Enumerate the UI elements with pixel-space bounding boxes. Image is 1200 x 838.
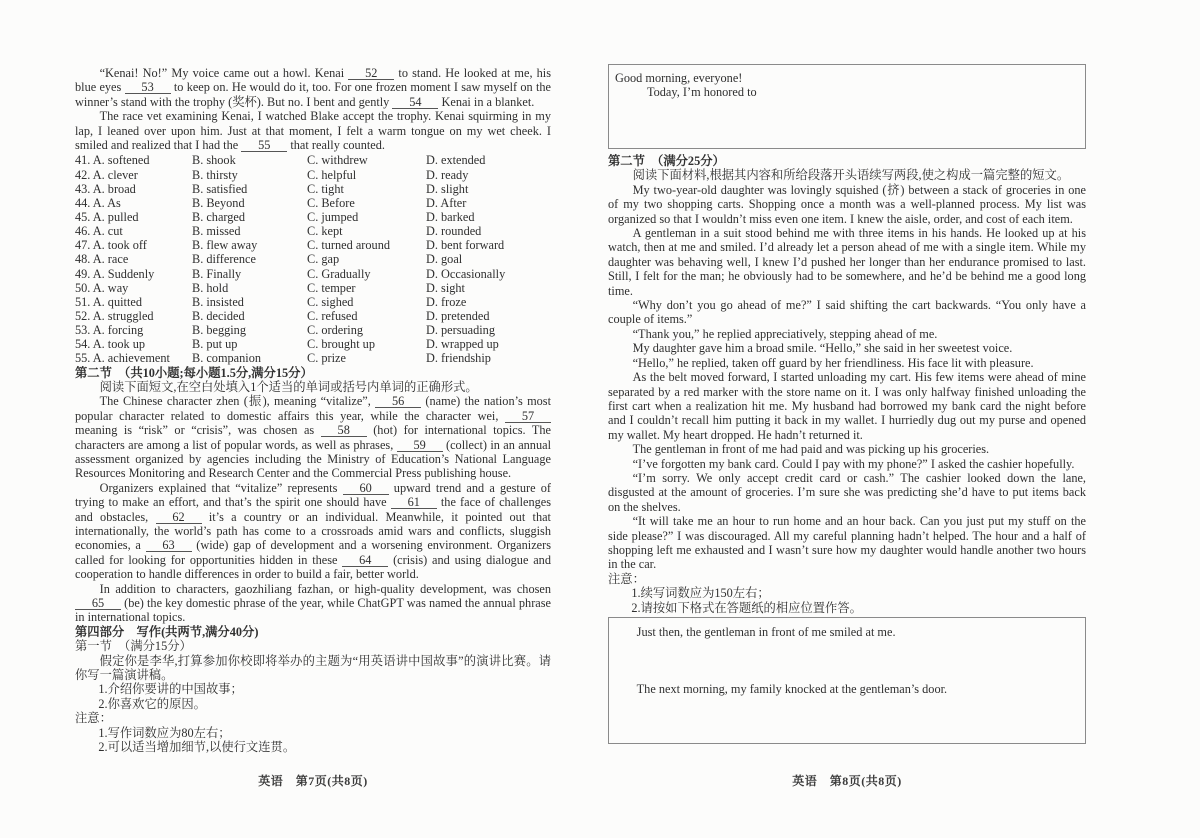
option-row	[75, 337, 551, 351]
story-paragraph: “I’ve forgotten my bank card. Could I pay with my phone?” I asked the cashier hopefully.	[632, 456, 1075, 471]
question-number: 50.	[75, 280, 91, 295]
question-number: 44.	[75, 195, 91, 210]
option-a-label: A. cut	[92, 224, 123, 239]
continuation-format-box	[608, 617, 1086, 744]
section1-heading: 第一节 （满分15分）	[75, 639, 192, 654]
option-d: D. goal	[426, 252, 463, 267]
option-a-label: A. clever	[92, 167, 138, 182]
option-a-label: A. broad	[92, 181, 136, 196]
blank-58: 58	[321, 424, 367, 437]
option-a	[75, 210, 192, 224]
section2-heading: 第二节 （满分25分）	[608, 154, 725, 168]
speech-opening-box	[608, 64, 1086, 149]
option-row	[75, 281, 551, 295]
story-paragraph: “Thank you,” he replied appreciatively, stepping ahead of me.	[632, 326, 938, 341]
question-number: 54.	[75, 337, 91, 352]
speech-opening-line: Today, I’m honored to	[646, 85, 757, 100]
option-b: B. shook	[192, 153, 236, 168]
writing-task-intro: 假定你是李华,打算参加你校即将举办的主题为“用英语讲中国故事”的演讲比赛。请你写一篇演讲稿。	[75, 653, 551, 683]
option-row	[75, 323, 551, 337]
option-d: D. Occasionally	[426, 266, 506, 281]
option-b: B. satisfied	[192, 181, 248, 196]
blank-61: 61	[391, 496, 437, 509]
option-row	[75, 238, 551, 252]
writing-point: 2.你喜欢它的原因。	[98, 696, 206, 711]
option-c: C. kept	[307, 224, 343, 239]
option-c: C. tight	[307, 181, 344, 196]
option-d: D. pretended	[426, 308, 490, 323]
option-a-label: A. forcing	[92, 323, 144, 338]
option-a-label: A. took up	[92, 337, 146, 352]
option-a-label: A. took off	[92, 238, 147, 253]
option-a-label: A. race	[92, 252, 129, 267]
option-d: D. wrapped up	[426, 337, 499, 352]
blank-54: 54	[392, 96, 438, 109]
option-d: D. friendship	[426, 351, 491, 366]
option-a-label: A. achievement	[92, 351, 170, 366]
notice-item: 2.请按如下格式在答题纸的相应位置作答。	[631, 600, 862, 615]
option-row	[75, 168, 551, 182]
option-c: C. Before	[307, 195, 355, 210]
page-7-footer: 英语 第7页(共8页)	[258, 774, 368, 788]
blank-62: 62	[156, 511, 202, 524]
passage-paragraph: Organizers explained that “vitalize” represents 60 upward trend and a gesture of trying to make an effort, and that’s the spirit one should have 61 the face of challenges and obstacles, 62 it’s a country or an individual. Meanwhile, it pointed out that internationally, the world’s path has come to a crossroads amid wars and conflicts, sluggish economies, a 63 (wide) gap of development and a worsening environment. Organizers called for looking for opportunities hidden in these 64 (crisis) and using dialogue and cooperation to handle differences in order to build a fair, better world.	[75, 480, 551, 582]
option-a	[75, 153, 192, 167]
writing-point: 1.介绍你要讲的中国故事；	[98, 682, 243, 697]
option-a	[75, 309, 192, 323]
question-number: 52.	[75, 308, 91, 323]
option-d: D. ready	[426, 167, 469, 182]
option-a	[75, 168, 192, 182]
option-d: D. froze	[426, 294, 467, 309]
question-number: 41.	[75, 153, 91, 168]
option-a-label: A. softened	[92, 153, 150, 168]
option-c: C. helpful	[307, 167, 357, 182]
option-d: D. sight	[426, 280, 465, 295]
option-d: D. rounded	[426, 224, 482, 239]
story-paragraph: “Hello,” he replied, taken off guard by her friendliness. His face lit with pleasure.	[632, 355, 1034, 370]
option-b: B. difference	[192, 252, 256, 267]
option-a	[75, 182, 192, 196]
page-8-column	[608, 64, 1086, 744]
option-b: B. insisted	[192, 294, 244, 309]
blank-64: 64	[342, 554, 388, 567]
blank-56: 56	[375, 395, 421, 408]
option-b: B. charged	[192, 210, 246, 224]
question-number: 51.	[75, 294, 91, 309]
continuation-story-passage	[608, 183, 1086, 572]
blank-55: 55	[241, 139, 287, 152]
option-b: B. Beyond	[192, 195, 245, 210]
option-row	[75, 196, 551, 210]
continuation-opening-1: Just then, the gentleman in front of me smiled at me.	[636, 625, 896, 639]
question-number: 46.	[75, 224, 91, 239]
option-a	[75, 238, 192, 252]
option-a-label: A. Suddenly	[92, 266, 155, 281]
option-row	[75, 267, 551, 281]
notice-list	[75, 726, 551, 755]
option-row	[75, 210, 551, 224]
option-c: C. brought up	[307, 337, 375, 352]
blank-52: 52	[348, 67, 394, 80]
option-d: D. bent forward	[426, 238, 505, 253]
option-b: B. missed	[192, 224, 241, 239]
blank-60: 60	[343, 482, 389, 495]
question-number: 45.	[75, 210, 91, 224]
writing-task-points	[75, 682, 551, 711]
option-b: B. Finally	[192, 266, 242, 281]
question-number: 42.	[75, 167, 91, 182]
grammar-fill-passage	[75, 394, 551, 625]
option-a	[75, 252, 192, 266]
option-b: B. decided	[192, 308, 245, 323]
option-d: D. extended	[426, 153, 486, 168]
story-paragraph: My daughter gave him a broad smile. “Hello,” she said in her sweetest voice.	[632, 341, 1013, 356]
option-c: C. Gradually	[307, 266, 371, 281]
section2-instruction: 阅读下面短文,在空白处填入1个适当的单词或括号内单词的正确形式。	[99, 379, 478, 394]
option-c: C. temper	[307, 280, 356, 295]
question-number: 49.	[75, 266, 91, 281]
story-paragraph: My two-year-old daughter was lovingly squished (挤) between a stack of groceries in one of my two shopping carts. Shopping once a month was a well-planned process. My list was organized so that I wouldn’t miss even one item. I knew the aisle, order, and cost of each item.	[608, 182, 1086, 226]
notice-list	[608, 586, 1086, 615]
option-a	[75, 351, 192, 365]
option-c: C. ordering	[307, 323, 364, 338]
notice-item: 1.续写词数应为150左右；	[631, 586, 770, 601]
option-b: B. thirsty	[192, 167, 238, 182]
option-c: C. sighed	[307, 294, 354, 309]
option-c: C. withdrew	[307, 153, 368, 168]
continuation-opening-2: The next morning, my family knocked at the gentleman’s door.	[636, 682, 948, 697]
option-a	[75, 281, 192, 295]
option-row	[75, 182, 551, 196]
story-paragraph: As the belt moved forward, I started unloading my cart. His few items were ahead of mine separated by a red marker with the store name on it. I was only halfway finished unloading the first cart when a realization hit me. My husband had borrowed my bank card the night before and I couldn’t recall him putting it back in my wallet. I hurriedly dug out my purse and opened my wallet. My heart dropped. He hadn’t returned it.	[608, 370, 1086, 442]
option-row	[75, 252, 551, 266]
option-d: D. slight	[426, 181, 469, 196]
question-number: 47.	[75, 238, 91, 253]
blank-65: 65	[75, 597, 121, 610]
story-paragraph: The gentleman in front of me had paid and was picking up his groceries.	[632, 442, 990, 457]
option-b: B. hold	[192, 280, 229, 295]
cloze-passage-ending	[75, 66, 551, 152]
option-a-label: A. struggled	[92, 308, 154, 323]
option-a	[75, 295, 192, 309]
option-row	[75, 153, 551, 167]
option-b: B. flew away	[192, 238, 258, 253]
part4-heading: 第四部分 写作(共两节,满分40分)	[75, 624, 259, 639]
passage-paragraph: The race vet examining Kenai, I watched Blake accept the trophy. Kenai squirming in my lap, I leaned over upon him. Just at that moment, I felt a warm tongue on my wet cheek. I smiled and realized that I had the 55 that really counted.	[75, 109, 551, 153]
option-c: C. refused	[307, 308, 358, 323]
story-paragraph: “I’m sorry. We only accept credit card or cash.” The cashier looked down the lane, disgusted at the amount of groceries. I’m sure she was predicting she’d have to put items back on the shelves.	[608, 470, 1086, 514]
story-paragraph: “Why don’t you go ahead of me?” I said shifting the cart backwards. “You only have a couple of items.”	[608, 298, 1086, 327]
option-a	[75, 224, 192, 238]
story-paragraph: “It will take me an hour to run home and an hour back. Can you just put my stuff on the side please?” I was discouraged. All my careful planning hadn’t helped. The hour and a half of shopping left me exhausted and I wasn’t sure how my daughter would handle another two hours in the car.	[608, 514, 1086, 572]
option-b: B. put up	[192, 337, 238, 352]
option-c: C. jumped	[307, 210, 359, 224]
option-b: B. begging	[192, 323, 246, 338]
page-7-column	[75, 66, 551, 755]
option-row	[75, 309, 551, 323]
option-d: D. persuading	[426, 323, 495, 338]
speech-greeting-line: Good morning, everyone!	[615, 71, 743, 85]
notice-label: 注意：	[608, 571, 645, 586]
question-number: 55.	[75, 351, 91, 366]
option-row	[75, 295, 551, 309]
section2-heading: 第二节 （共10小题;每小题1.5分,满分15分）	[75, 365, 313, 380]
option-c: C. turned around	[307, 238, 390, 253]
blank-59: 59	[397, 439, 443, 452]
option-a-label: A. As	[92, 195, 121, 210]
story-paragraph: A gentleman in a suit stood behind me with three items in his hands. He looked up at his watch, then at me and smiled. I’d already let a person ahead of me with a single item. While my daughter was behaving well, I knew I’d pushed her longer than her endurance promised to last. Still, I felt for the man; he obviously had to be somewhere, and he’d be behind me a good long time.	[608, 226, 1086, 298]
blank-63: 63	[146, 539, 192, 552]
notice-item: 2.可以适当增加细节,以使行文连贯。	[98, 740, 296, 755]
option-d: D. barked	[426, 210, 475, 224]
blank-57: 57	[505, 410, 551, 423]
option-a	[75, 196, 192, 210]
blank-53: 53	[125, 81, 171, 94]
page-8-footer: 英语 第8页(共8页)	[792, 774, 902, 788]
question-number: 48.	[75, 252, 91, 267]
option-c: C. prize	[307, 351, 346, 366]
option-a-label: A. quitted	[92, 294, 142, 309]
option-a	[75, 323, 192, 337]
question-number: 43.	[75, 181, 91, 196]
option-row	[75, 224, 551, 238]
option-a-label: A. pulled	[92, 210, 139, 224]
option-d: D. After	[426, 195, 467, 210]
notice-label: 注意：	[75, 711, 112, 726]
option-a	[75, 337, 192, 351]
notice-item: 1.写作词数应为80左右；	[98, 725, 231, 740]
passage-paragraph: “Kenai! No!” My voice came out a howl. Kenai 52 to stand. He looked at me, his blue eyes 53 to keep on. He would do it, too. For one frozen moment I saw myself on the winner’s stand with the trophy (奖杯). But no. I bent and gently 54 Kenai in a blanket.	[75, 66, 552, 109]
passage-paragraph: In addition to characters, gaozhiliang fazhan, or high-quality development, was chosen 65 (be) the key domestic phrase of the year, while ChatGPT was named the annual phrase in international topics.	[75, 581, 551, 625]
option-a	[75, 267, 192, 281]
section2-instruction: 阅读下面材料,根据其内容和所给段落开头语续写两段,使之构成一篇完整的短文。	[632, 168, 1070, 183]
question-number: 53.	[75, 323, 91, 338]
option-row	[75, 351, 551, 365]
option-c: C. gap	[307, 252, 340, 267]
option-b: B. companion	[192, 351, 261, 366]
cloze-options-table	[75, 153, 551, 365]
passage-paragraph: The Chinese character zhen (振), meaning “vitalize”, 56 (name) the nation’s most popular character related to domestic affairs this year, while the character wei, 57 meaning is “risk” or “crisis”, was chosen as 58 (hot) for international topics. The characters are among a list of popular words, as well as phrases, 59 (collect) in an annual assessment organized by agencies including the Ministry of Education’s National Language Resources Monitoring and Research Center and the Commercial Press publishing house.	[75, 394, 551, 481]
option-a-label: A. way	[92, 280, 129, 295]
